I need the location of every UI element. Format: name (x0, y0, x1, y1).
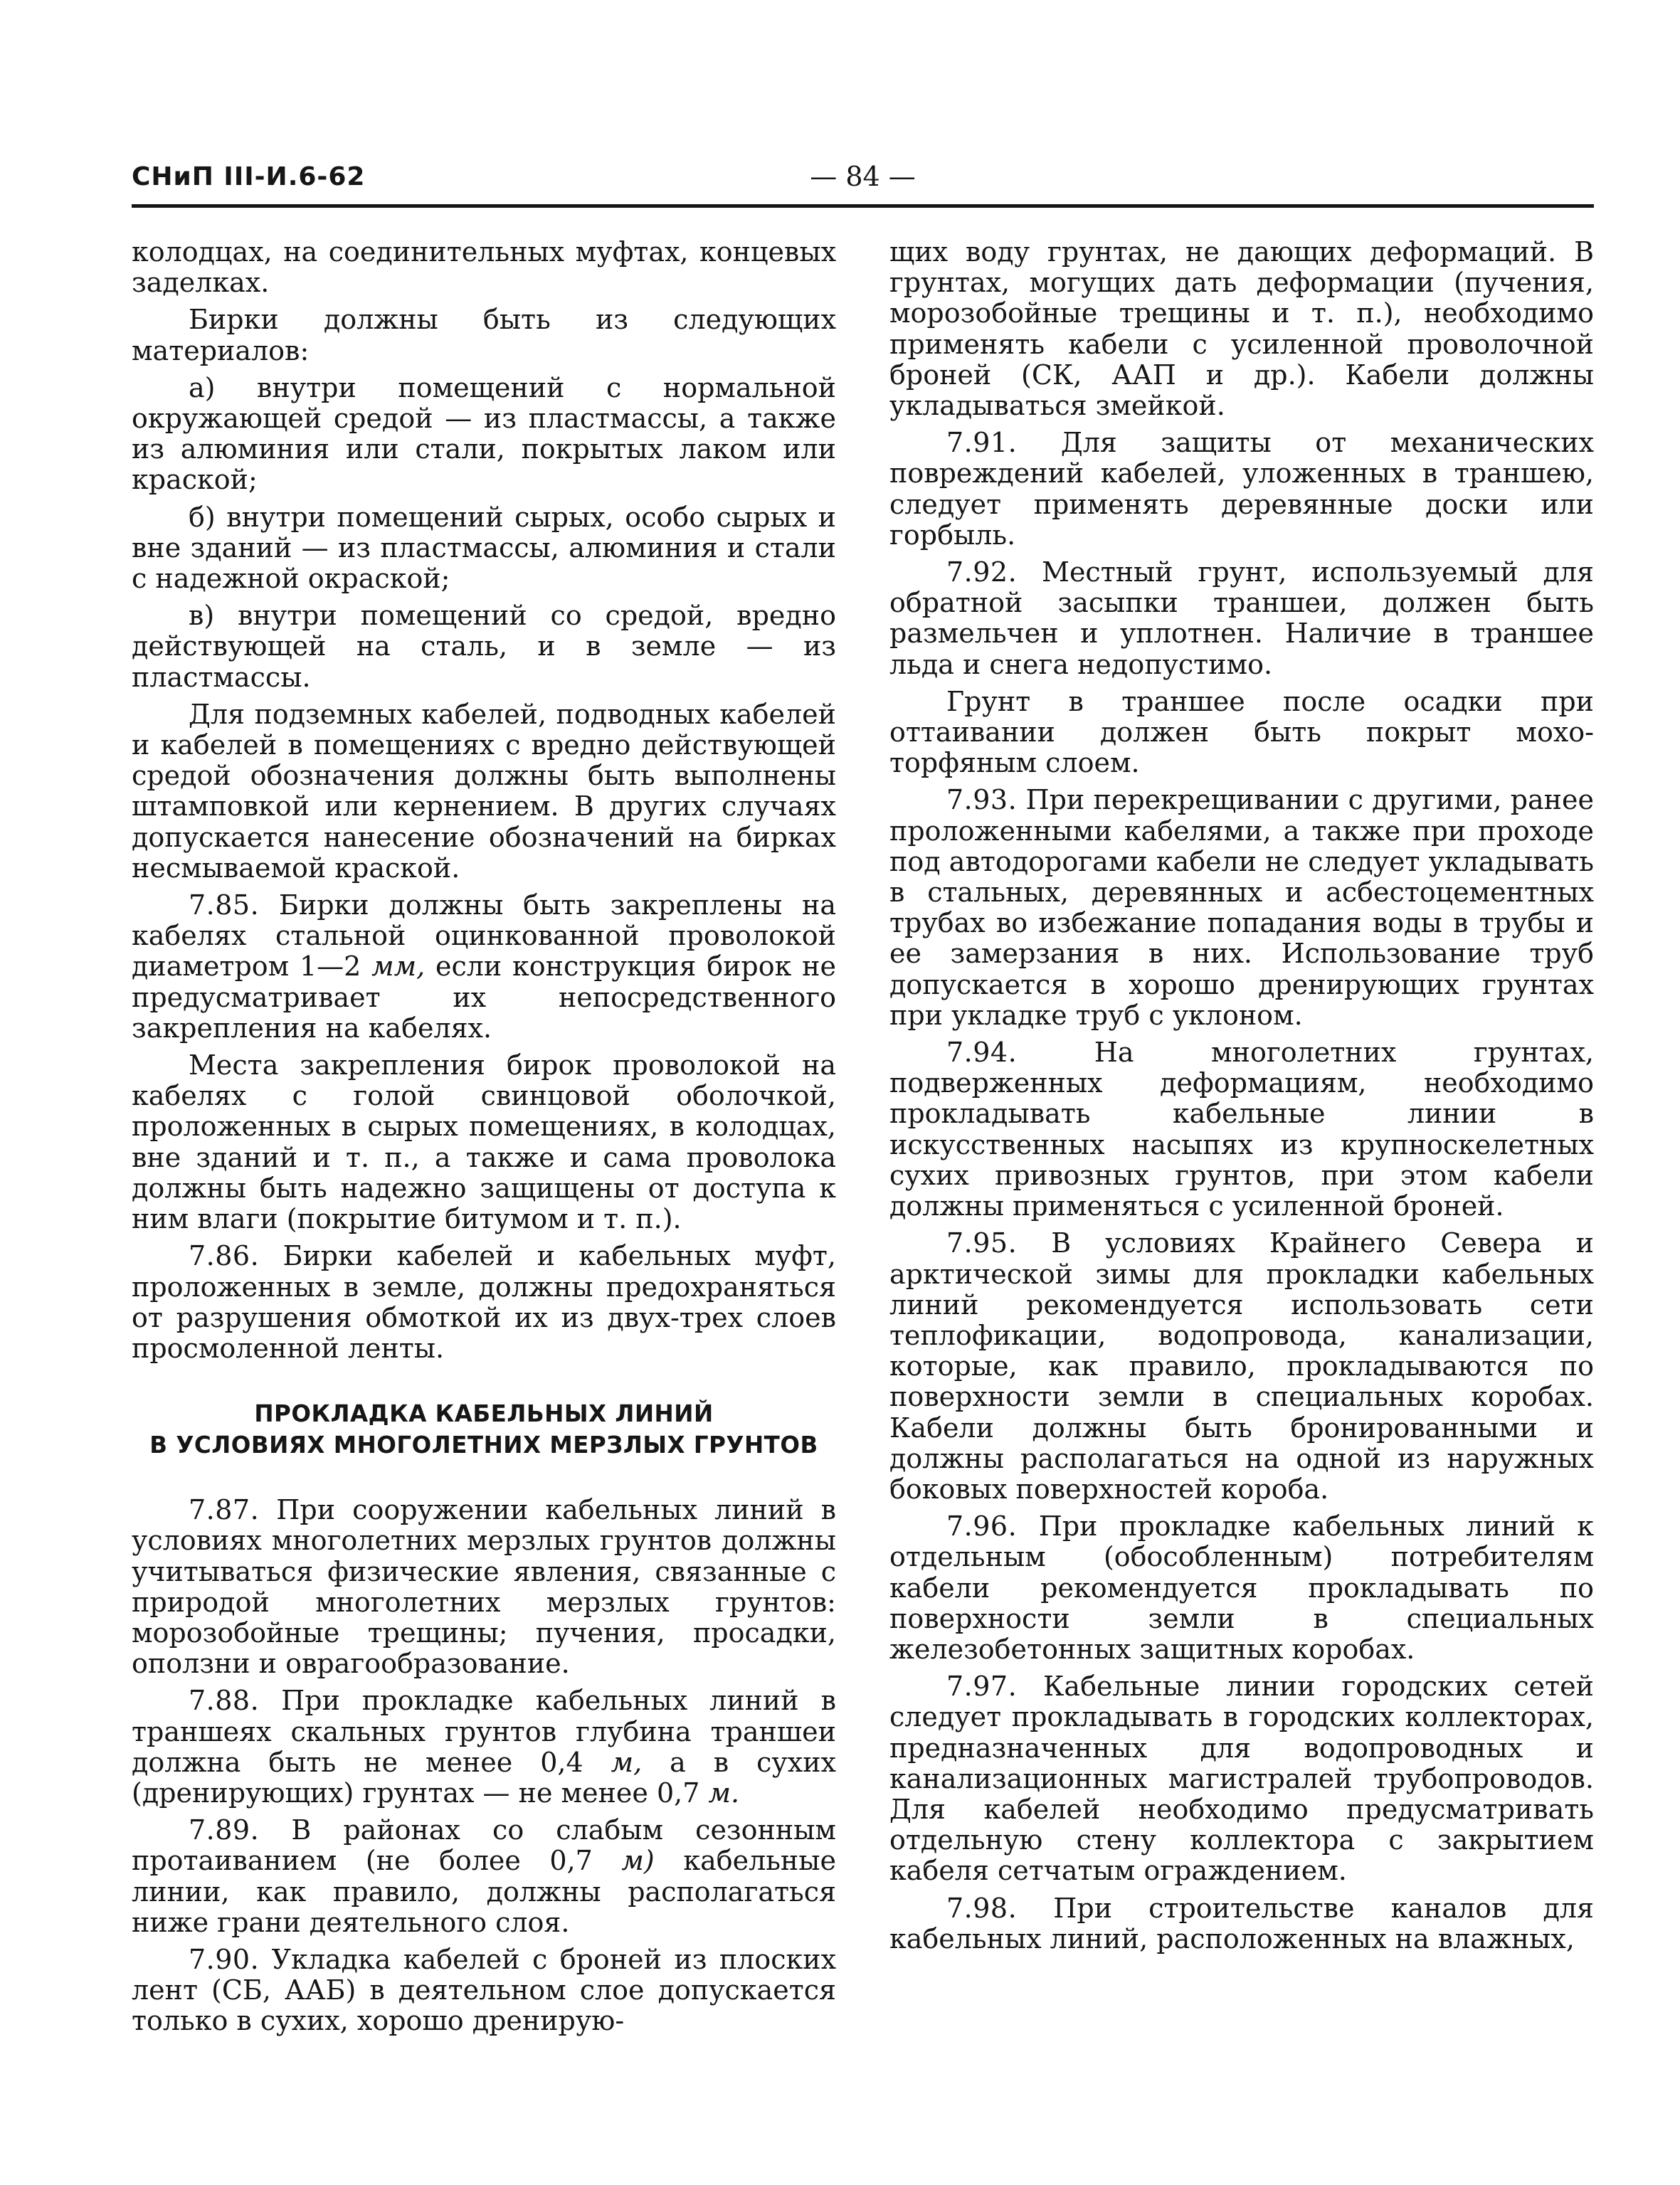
clause-number: 7.95. (946, 1227, 1018, 1259)
clause-7-95: 7.95. В условиях Крайнего Севера и арктической зимы для прокладки кабельных линий рекомендуется использовать сети теплофикации, водопровода, канализации, которые, как правило, прокладываются по поверхности земли в специальных коробах. Кабели должны быть бронированными и должны располагаться на одной из наружных боковых поверхностей короба. (889, 1227, 1594, 1505)
clause-7-92: 7.92. Местный грунт, используемый для обратной засыпки траншеи, должен быть размельчен и уплотнен. Наличие в траншее льда и снега недопустимо. (889, 556, 1594, 680)
clause-number: 7.96. (946, 1511, 1018, 1543)
clause-7-90: 7.90. Укладка кабелей с броней из плоских лент (СБ, ААБ) в деятельном слое допускается только в сухих, хорошо дренирую- (132, 1943, 836, 2037)
unit: м) (621, 1845, 655, 1877)
clause-number: 7.89. (189, 1814, 260, 1846)
paragraph: колодцах, на соединительных муфтах, концевых заделках. (132, 236, 836, 299)
section-heading: ПРОКЛАДКА КАБЕЛЬНЫХ ЛИНИЙ В УСЛОВИЯХ МНОГОЛЕТНИХ МЕРЗЛЫХ ГРУНТОВ (149, 1400, 818, 1459)
document-code: СНиП III-И.6-62 (132, 162, 366, 191)
list-item: а) внутри помещений с нормальной окружающей средой — из пластмассы, а также из алюминия или стали, покрытых лаком или краской; (132, 371, 836, 496)
unit: м, (611, 1746, 643, 1778)
clause-number: 7.97. (946, 1671, 1018, 1703)
clause-number: 7.92. (946, 556, 1018, 588)
header-rule (132, 204, 1594, 208)
clause-number: 7.86. (189, 1240, 260, 1272)
paragraph: Бирки должны быть из следующих материалов: (132, 304, 836, 366)
paragraph: щих воду грунтах, не дающих деформаций. В грунтах, могущих дать деформации (пучения, морозобойные трещины и т. п.), необходимо применять кабели с усиленной проволочной броней (СК, ААП и др.). Кабели должны укладываться змейкой. (889, 236, 1594, 422)
clause-7-89: 7.89. В районах со слабым сезонным протаиванием (не более 0,7 м) кабельные линии, как правило, должны располагаться ниже грани деятельного слоя. (132, 1814, 836, 1938)
clause-7-93: 7.93. При перекрещивании с другими, ранее проложенными кабелями, а также при проходе под автодорогами кабели не следует укладывать в стальных, деревянных и асбестоцементных трубах во избежание попадания воды в трубы и ее замерзания в них. Использование труб допускается в хорошо дренирующих грунтах при укладке труб с уклоном. (889, 784, 1594, 1031)
page-number: — 84 — (810, 161, 916, 192)
unit: м. (708, 1777, 740, 1809)
clause-number: 7.87. (189, 1494, 260, 1526)
clause-7-94: 7.94. На многолетних грунтах, подверженных деформациям, необходимо прокладывать кабельные линии в искусственных насыпях из крупноскелетных сухих привозных грунтов, при этом кабели должны применяться с усиленной броней. (889, 1037, 1594, 1222)
paragraph: Грунт в траншее после осадки при оттаивании должен быть покрыт мохо-торфяным слоем. (889, 685, 1594, 779)
list-item: б) внутри помещений сырых, особо сырых и вне зданий — из пластмассы, алюминия и стали с надежной окраской; (132, 501, 836, 595)
clause-number: 7.85. (189, 889, 260, 921)
paragraph: Места закрепления бирок проволокой на кабелях с голой свинцовой оболочкой, проложенных в сырых помещениях, в колодцах, вне зданий и т. п., а также и сама проволока должны быть надежно защищены от доступа к ним влаги (покрытие битумом и т. п.). (132, 1049, 836, 1235)
left-column (132, 237, 836, 2043)
clause-number: 7.98. (946, 1892, 1018, 1924)
list-item: в) внутри помещений со средой, вредно действующей на сталь, и в земле — из пластмассы. (132, 600, 836, 693)
clause-7-98: 7.98. При строительстве каналов для кабельных линий, расположенных на влажных, (889, 1892, 1594, 1954)
clause-7-97: 7.97. Кабельные линии городских сетей следует прокладывать в городских коллекторах, предназначенных для водопроводных и канализационных магистралей трубопроводов. Для кабелей необходимо предусматривать отдельную стену коллектора с закрытием кабеля сетчатым ограждением. (889, 1671, 1594, 1887)
clause-7-87: 7.87. При сооружении кабельных линий в условиях многолетних мерзлых грунтов должны учитываться физические явления, связанные с природой многолетних мерзлых грунтов: морозобойные трещины; пучения, просадки, оползни и оврагообразование. (132, 1494, 836, 1680)
clause-7-86: 7.86. Бирки кабелей и кабельных муфт, проложенных в земле, должны предохраняться от разрушения обмоткой их из двух-трех слоев просмоленной ленты. (132, 1240, 836, 1364)
right-column (889, 237, 1594, 1961)
paragraph: Для подземных кабелей, подводных кабелей и кабелей в помещениях с вредно действующей средой обозначения должны быть выполнены штамповкой или кернением. В других случаях допускается нанесение обозначений на бирках несмываемой краской. (132, 698, 836, 884)
clause-7-88: 7.88. При прокладке кабельных линий в траншеях скальных грунтов глубина траншеи должна быть не менее 0,4 м, а в сухих (дренирующих) грунтах — не менее 0,7 м. (132, 1685, 836, 1809)
clause-number: 7.88. (189, 1685, 260, 1717)
clause-7-85: 7.85. Бирки должны быть закреплены на кабелях стальной оцинкованной проволокой диаметром 1—2 мм, если конструкция бирок не предусматривает их непосредственного закрепления на кабелях. (132, 889, 836, 1044)
clause-number: 7.93. (946, 784, 1018, 816)
unit: мм, (371, 951, 426, 983)
clause-7-96: 7.96. При прокладке кабельных линий к отдельным (обособленным) потребителям кабели рекомендуется прокладывать по поверхности земли в специальных железобетонных защитных коробах. (889, 1511, 1594, 1665)
clause-number: 7.90. (189, 1943, 260, 1975)
clause-number: 7.91. (946, 427, 1018, 459)
page-header (132, 158, 1594, 203)
clause-number: 7.94. (946, 1037, 1018, 1069)
clause-7-91: 7.91. Для защиты от механических повреждений кабелей, уложенных в траншею, следует применять деревянные доски или горбыль. (889, 427, 1594, 551)
